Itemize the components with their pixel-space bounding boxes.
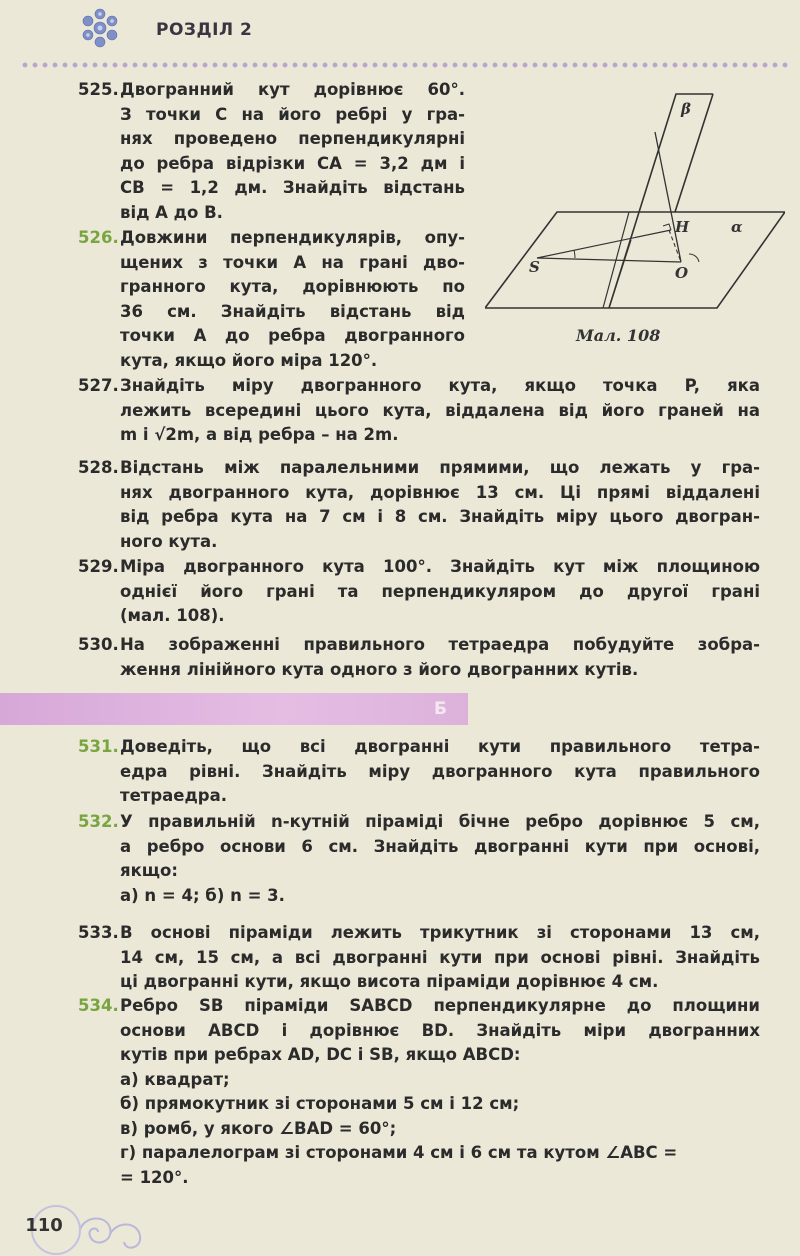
problem-number: 534. (78, 996, 119, 1015)
label-H: H (675, 218, 690, 236)
problem-line: нях двогранного кута, дорівнює 13 см. Ці прямі віддалені (120, 482, 760, 502)
problem-line: В основі піраміди лежить трикутник зі сторонами 13 см, (120, 923, 760, 942)
snowflake-logo-icon (78, 6, 122, 50)
problem-line: (мал. 108). (120, 606, 225, 625)
problem-line: ці двогранні кути, якщо висота піраміди дорівнює 4 см. (120, 972, 659, 991)
problem-number: 525. (78, 80, 119, 99)
problem-531 (78, 735, 760, 809)
problem-526 (78, 226, 465, 373)
problem-number: 527. (78, 376, 119, 395)
label-beta: β (681, 100, 691, 118)
problem-line: = 120°. (120, 1167, 189, 1187)
page-number: 110 (25, 1215, 63, 1236)
problem-527 (78, 374, 760, 448)
problem-line: від ребра кута на 7 см і 8 см. Знайдіть міру цього двогран- (120, 507, 760, 526)
figure-108 (485, 80, 785, 350)
dotted-divider (20, 62, 790, 68)
label-alpha: α (731, 218, 743, 236)
problem-line: від A до B. (120, 202, 223, 222)
problem-530 (78, 633, 760, 682)
problem-line: до ребра відрізки CA = 3,2 дм і (120, 153, 465, 173)
problem-line: ження лінійного кута одного з його двогранних кутів. (120, 659, 639, 679)
problem-533 (78, 921, 760, 995)
page-header (0, 0, 800, 60)
problem-line: CB = 1,2 дм. Знайдіть відстань (120, 178, 465, 197)
plane-beta-edge (609, 94, 713, 308)
problem-line: Довжини перпендикулярів, опу- (120, 228, 465, 247)
problem-line: якщо: (120, 861, 178, 880)
problem-line: лежить всередині цього кута, віддалена від його граней на (120, 400, 760, 420)
problem-line: 36 см. Знайдіть відстань від (120, 301, 465, 321)
problem-line: З точки C на його ребрі у гра- (120, 104, 465, 124)
problem-line: нях проведено перпендикулярні (120, 129, 465, 148)
problem-line: кута, якщо його міра 120°. (120, 350, 378, 370)
problem-529 (78, 555, 760, 629)
problem-line: ного кута. (120, 531, 218, 551)
problem-line: а) квадрат; (120, 1069, 230, 1089)
problem-line: а ребро основи 6 см. Знайдіть двогранні кути при основі, (120, 836, 760, 856)
problem-line: m і √2m, а від ребра – на 2m. (120, 425, 399, 444)
problem-532 (78, 810, 760, 908)
problem-line: г) паралелограм зі сторонами 4 см і 6 см та кутом ∠ABC = (120, 1143, 678, 1162)
problem-number: 531. (78, 737, 119, 756)
problem-line: Знайдіть міру двогранного кута, якщо точка P, яка (120, 376, 760, 395)
problem-line: Відстань між паралельними прямими, що лежать у гра- (120, 458, 760, 477)
problem-line: а) n = 4; б) n = 3. (120, 885, 285, 905)
problem-number: 529. (78, 557, 119, 576)
problem-line: основи ABCD і дорівнює BD. Знайдіть міри двогранних (120, 1020, 760, 1040)
problem-number: 530. (78, 635, 119, 654)
problem-line: щених з точки A на грані дво- (120, 252, 465, 272)
problem-number: 526. (78, 228, 119, 247)
problem-line: однієї його грані та перпендикуляром до другої грані (120, 581, 760, 601)
problem-line: Ребро SB піраміди SABCD перпендикулярне до площини (120, 996, 760, 1015)
problem-line: На зображенні правильного тетраедра побудуйте зобра- (120, 635, 760, 654)
problem-number: 533. (78, 923, 119, 942)
label-S: S (529, 258, 540, 276)
problem-line: кутів при ребрах AD, DC і SB, якщо ABCD: (120, 1045, 521, 1064)
problem-line: гранного кута, дорівнюють по (120, 277, 465, 296)
problem-line: тетраедра. (120, 786, 227, 805)
section-title: РОЗДІЛ 2 (156, 20, 253, 40)
problem-line: 14 см, 15 см, а всі двогранні кути при основі рівні. Знайдіть (120, 947, 760, 967)
problem-line: У правильній n-кутній піраміді бічне ребро дорівнює 5 см, (120, 812, 760, 831)
problem-528 (78, 456, 760, 554)
problem-line: в) ромб, у якого ∠BAD = 60°; (120, 1118, 397, 1138)
problem-line: Двогранний кут дорівнює 60°. (120, 80, 465, 99)
problem-number: 528. (78, 458, 119, 477)
problem-525 (78, 78, 465, 225)
problem-line: Доведіть, що всі двогранні кути правильного тетра- (120, 737, 760, 756)
label-O: O (675, 264, 689, 282)
problem-line: едра рівні. Знайдіть міру двогранного кута правильного (120, 761, 760, 781)
problem-line: б) прямокутник зі сторонами 5 см і 12 см; (120, 1094, 520, 1113)
problem-line: Міра двогранного кута 100°. Знайдіть кут між площиною (120, 557, 760, 576)
problem-number: 532. (78, 812, 119, 831)
problem-534 (78, 994, 760, 1190)
problem-line: точки A до ребра двогранного (120, 326, 465, 345)
level-band (0, 693, 468, 725)
level-label: Б (434, 699, 447, 719)
figure-caption: Мал. 108 (576, 326, 661, 345)
